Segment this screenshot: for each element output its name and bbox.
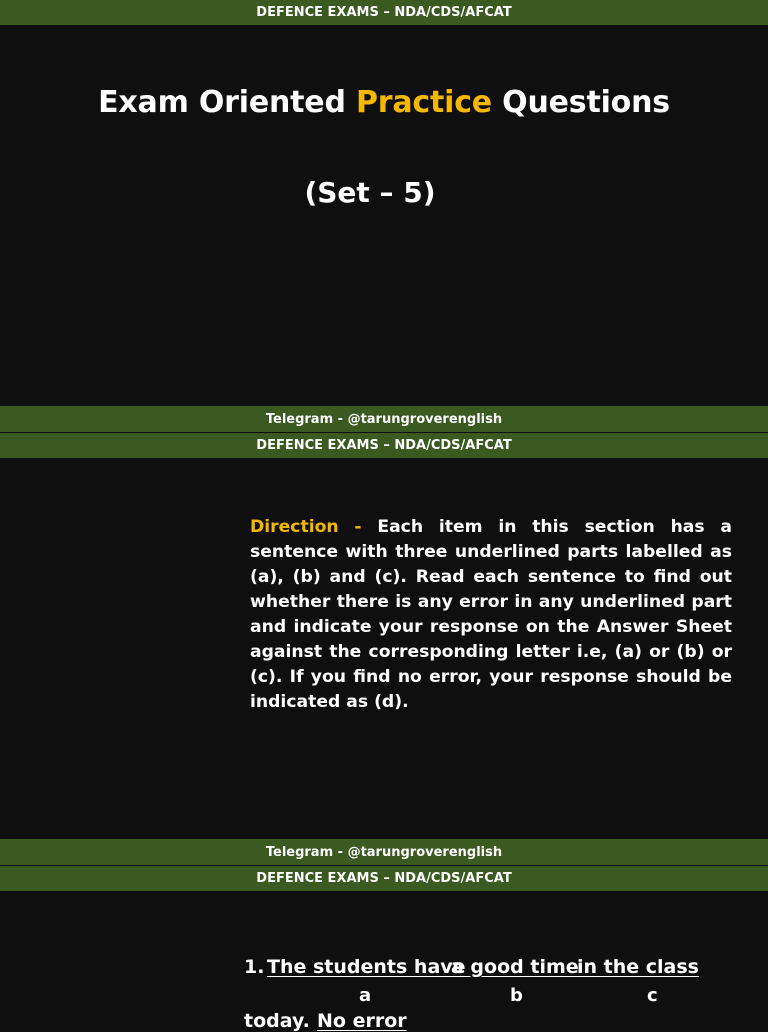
header-band-text: DEFENCE EXAMS – NDA/CDS/AFCAT: [256, 871, 512, 886]
label-c: c: [647, 985, 658, 1006]
set-label: (Set – 5): [304, 176, 436, 209]
direction-paragraph: [250, 515, 732, 715]
slide-1: [0, 25, 768, 406]
question-part-a: The students have: [267, 956, 466, 978]
direction-label: Direction -: [250, 517, 378, 537]
footer-band-2: [0, 839, 768, 865]
footer-band-text: Telegram - @tarungroverenglish: [265, 411, 503, 427]
question-part-b: a good time: [451, 956, 579, 978]
label-a: a: [359, 985, 372, 1006]
question-number: 1.: [244, 956, 265, 978]
title-highlight: Practice: [355, 85, 492, 120]
header-band-3: [0, 866, 768, 891]
question-tail: today.: [244, 1010, 310, 1032]
slide-title: [0, 85, 768, 120]
title-pre: Exam Oriented: [98, 85, 356, 120]
question-part-c: in the class: [577, 956, 699, 978]
question-part-d: No error: [317, 1010, 407, 1032]
title-post: Questions: [491, 85, 670, 120]
header-band-text: DEFENCE EXAMS – NDA/CDS/AFCAT: [256, 5, 512, 20]
header-band-text: DEFENCE EXAMS – NDA/CDS/AFCAT: [256, 438, 512, 453]
header-band-1: [0, 0, 768, 25]
footer-band-1: [0, 406, 768, 432]
direction-text: Each item in this section has a sentence with three underlined parts labelled as (a), (b) and (c). Read each sentence to find out whether there is any error in any underlined part and indicate your response on the Answer Sheet against the corresponding letter i.e, (a) or (b) or (c). If you find no error, your response should be indicated as (d).: [250, 517, 733, 712]
header-band-2: [0, 433, 768, 458]
label-b: b: [510, 985, 523, 1006]
footer-band-text: Telegram - @tarungroverenglish: [265, 844, 503, 860]
